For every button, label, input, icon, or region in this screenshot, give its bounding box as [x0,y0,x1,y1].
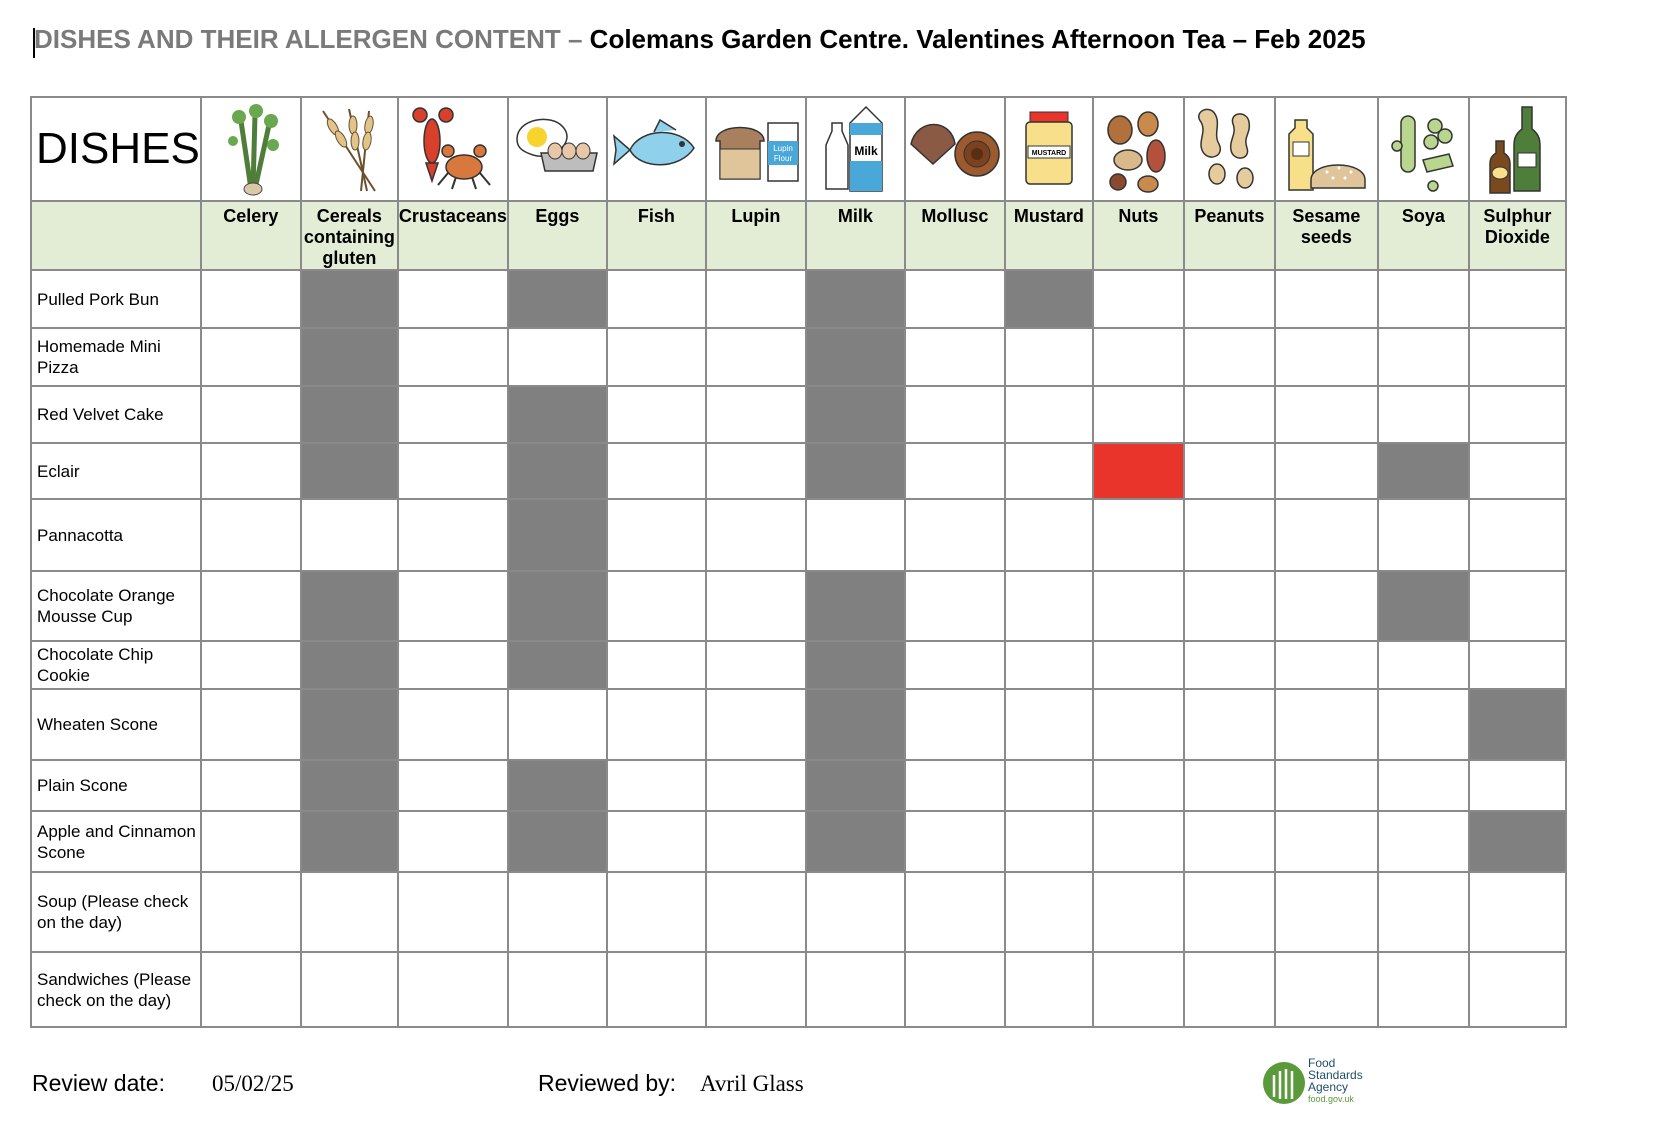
shells-icon [905,97,1005,201]
allergen-cell-mustard [1005,811,1093,872]
allergen-cell-eggs [508,386,607,443]
allergen-cell-nuts [1093,443,1184,499]
table-row [31,571,1566,641]
dish-name: Pannacotta [31,499,201,571]
table-row [31,811,1566,872]
allergen-cell-mustard [1005,872,1093,952]
allergen-cell-sesame-seeds [1275,571,1378,641]
allergen-cell-sulphur-dioxide [1469,499,1566,571]
allergen-cell-peanuts [1184,952,1275,1027]
allergen-cell-peanuts [1184,872,1275,952]
allergen-label: Mollusc [905,201,1005,270]
allergen-cell-peanuts [1184,270,1275,328]
allergen-cell-eggs [508,641,607,689]
allergen-cell-nuts [1093,270,1184,328]
allergen-cell-crustaceans [398,689,508,760]
allergen-cell-mollusc [905,811,1005,872]
allergen-cell-cereals-containing-gluten [301,443,398,499]
allergen-cell-soya [1378,328,1469,386]
allergen-cell-eggs [508,499,607,571]
review-date-value: 05/02/25 [212,1071,294,1096]
allergen-cell-lupin [706,760,806,811]
allergen-table [30,96,1567,1028]
eggs-icon [508,97,607,201]
allergen-cell-eggs [508,443,607,499]
allergen-cell-nuts [1093,641,1184,689]
page-title [34,24,1366,55]
dish-name: Wheaten Scone [31,689,201,760]
allergen-cell-milk [806,641,905,689]
allergen-cell-sesame-seeds [1275,443,1378,499]
allergen-cell-milk [806,811,905,872]
allergen-cell-sesame-seeds [1275,872,1378,952]
allergen-label: Fish [607,201,706,270]
allergen-cell-cereals-containing-gluten [301,328,398,386]
allergen-cell-soya [1378,641,1469,689]
allergen-cell-mustard [1005,443,1093,499]
dish-name: Chocolate Chip Cookie [31,641,201,689]
dish-name: Apple and Cinnamon Scone [31,811,201,872]
allergen-cell-mollusc [905,443,1005,499]
allergen-cell-milk [806,760,905,811]
allergen-cell-soya [1378,499,1469,571]
allergen-cell-eggs [508,689,607,760]
allergen-cell-peanuts [1184,689,1275,760]
allergen-cell-mustard [1005,328,1093,386]
allergen-cell-mustard [1005,571,1093,641]
allergen-label: Lupin [706,201,806,270]
milk-icon [806,97,905,201]
allergen-cell-celery [201,270,301,328]
dish-rows [31,270,1566,1027]
allergen-label: Milk [806,201,905,270]
allergen-cell-lupin [706,641,806,689]
allergen-cell-soya [1378,571,1469,641]
wheat-icon [301,97,398,201]
dishes-header: DISHES [31,97,201,201]
allergen-cell-sesame-seeds [1275,641,1378,689]
label-corner [31,201,201,270]
review-date-label: Review date: [32,1070,165,1096]
nuts-icon [1093,97,1184,201]
allergen-cell-nuts [1093,386,1184,443]
allergen-cell-sulphur-dioxide [1469,811,1566,872]
table-row [31,386,1566,443]
allergen-cell-nuts [1093,328,1184,386]
allergen-cell-sulphur-dioxide [1469,443,1566,499]
allergen-cell-sulphur-dioxide [1469,270,1566,328]
allergen-label: Peanuts [1184,201,1275,270]
dish-name: Sandwiches (Please check on the day) [31,952,201,1027]
allergen-cell-lupin [706,811,806,872]
allergen-cell-milk [806,952,905,1027]
table-row [31,443,1566,499]
svg-text:Agency: Agency [1308,1080,1349,1094]
allergen-cell-celery [201,386,301,443]
allergen-cell-cereals-containing-gluten [301,270,398,328]
allergen-cell-sesame-seeds [1275,952,1378,1027]
allergen-cell-lupin [706,270,806,328]
allergen-label: Soya [1378,201,1469,270]
allergen-cell-cereals-containing-gluten [301,760,398,811]
allergen-cell-sulphur-dioxide [1469,328,1566,386]
allergen-cell-lupin [706,689,806,760]
allergen-cell-crustaceans [398,443,508,499]
allergen-cell-milk [806,270,905,328]
allergen-cell-nuts [1093,811,1184,872]
svg-text:Flour: Flour [773,154,793,163]
table-row [31,641,1566,689]
svg-text:MUSTARD: MUSTARD [1031,150,1067,157]
allergen-cell-mustard [1005,689,1093,760]
dish-name: Eclair [31,443,201,499]
allergen-cell-fish [607,689,706,760]
allergen-cell-eggs [508,952,607,1027]
allergen-label: Crustaceans [398,201,508,270]
svg-text:Food: Food [1308,1057,1336,1070]
allergen-cell-sesame-seeds [1275,386,1378,443]
allergen-cell-lupin [706,952,806,1027]
allergen-cell-eggs [508,811,607,872]
allergen-cell-sesame-seeds [1275,270,1378,328]
allergen-cell-fish [607,760,706,811]
allergen-cell-sesame-seeds [1275,499,1378,571]
allergen-label: Celery [201,201,301,270]
allergen-cell-mustard [1005,386,1093,443]
allergen-cell-crustaceans [398,386,508,443]
allergen-cell-mollusc [905,689,1005,760]
allergen-cell-sesame-seeds [1275,811,1378,872]
wine-beer-icon [1469,97,1566,201]
allergen-cell-mollusc [905,760,1005,811]
allergen-cell-mollusc [905,499,1005,571]
allergen-cell-crustaceans [398,760,508,811]
allergen-cell-nuts [1093,952,1184,1027]
allergen-cell-soya [1378,811,1469,872]
allergen-cell-milk [806,571,905,641]
allergen-cell-sulphur-dioxide [1469,872,1566,952]
allergen-cell-crustaceans [398,641,508,689]
allergen-cell-mollusc [905,571,1005,641]
allergen-cell-soya [1378,952,1469,1027]
title-prefix: DISHES AND THEIR ALLERGEN CONTENT – [34,24,590,54]
allergen-label: Sesame seeds [1275,201,1378,270]
allergen-cell-cereals-containing-gluten [301,872,398,952]
allergen-cell-celery [201,811,301,872]
allergen-cell-soya [1378,760,1469,811]
allergen-cell-lupin [706,328,806,386]
table-row [31,760,1566,811]
allergen-cell-peanuts [1184,386,1275,443]
allergen-cell-crustaceans [398,499,508,571]
allergen-cell-celery [201,641,301,689]
allergen-cell-mollusc [905,641,1005,689]
allergen-cell-sesame-seeds [1275,689,1378,760]
allergen-cell-fish [607,386,706,443]
allergen-cell-mustard [1005,499,1093,571]
allergen-cell-fish [607,443,706,499]
allergen-cell-lupin [706,571,806,641]
allergen-cell-mollusc [905,386,1005,443]
allergen-cell-celery [201,952,301,1027]
allergen-cell-sulphur-dioxide [1469,952,1566,1027]
allergen-cell-crustaceans [398,571,508,641]
allergen-cell-sulphur-dioxide [1469,386,1566,443]
allergen-cell-mollusc [905,872,1005,952]
dish-name: Pulled Pork Bun [31,270,201,328]
allergen-cell-fish [607,270,706,328]
allergen-label: Cereals containing gluten [301,201,398,270]
allergen-cell-nuts [1093,872,1184,952]
allergen-cell-eggs [508,872,607,952]
svg-text:Lupin: Lupin [773,144,793,153]
reviewed-by-value: Avril Glass [700,1071,804,1096]
allergen-cell-cereals-containing-gluten [301,386,398,443]
allergen-cell-fish [607,499,706,571]
peanuts-icon [1184,97,1275,201]
allergen-cell-mustard [1005,952,1093,1027]
allergen-label: Sulphur Dioxide [1469,201,1566,270]
allergen-cell-eggs [508,760,607,811]
allergen-label-row [31,201,1566,270]
allergen-cell-celery [201,499,301,571]
allergen-cell-crustaceans [398,328,508,386]
allergen-cell-celery [201,872,301,952]
allergen-cell-peanuts [1184,328,1275,386]
allergen-cell-nuts [1093,571,1184,641]
table-row [31,872,1566,952]
allergen-cell-milk [806,386,905,443]
allergen-cell-cereals-containing-gluten [301,571,398,641]
table-row [31,689,1566,760]
svg-text:Milk: Milk [854,144,879,158]
mustard-icon [1005,97,1093,201]
allergen-cell-milk [806,328,905,386]
allergen-cell-celery [201,328,301,386]
allergen-cell-sesame-seeds [1275,328,1378,386]
allergen-cell-lupin [706,443,806,499]
table-row [31,270,1566,328]
allergen-cell-peanuts [1184,571,1275,641]
allergen-cell-fish [607,872,706,952]
allergen-cell-cereals-containing-gluten [301,689,398,760]
allergen-cell-mollusc [905,270,1005,328]
allergen-cell-peanuts [1184,499,1275,571]
lupin-flour-icon [706,97,806,201]
allergen-label: Eggs [508,201,607,270]
allergen-cell-soya [1378,386,1469,443]
svg-text:Standards: Standards [1308,1068,1363,1082]
allergen-cell-mollusc [905,952,1005,1027]
allergen-cell-eggs [508,270,607,328]
reviewed-by-label: Reviewed by: [538,1070,677,1096]
allergen-cell-cereals-containing-gluten [301,499,398,571]
allergen-cell-cereals-containing-gluten [301,952,398,1027]
allergen-cell-peanuts [1184,811,1275,872]
allergen-cell-fish [607,571,706,641]
allergen-cell-celery [201,689,301,760]
dish-name: Chocolate Orange Mousse Cup [31,571,201,641]
dish-name: Red Velvet Cake [31,386,201,443]
allergen-cell-crustaceans [398,811,508,872]
allergen-cell-nuts [1093,760,1184,811]
allergen-cell-mollusc [905,328,1005,386]
allergen-cell-mustard [1005,641,1093,689]
fish-icon [607,97,706,201]
allergen-cell-milk [806,443,905,499]
sesame-icon [1275,97,1378,201]
allergen-cell-nuts [1093,499,1184,571]
allergen-cell-mustard [1005,270,1093,328]
allergen-cell-soya [1378,689,1469,760]
lobster-crab-icon [398,97,508,201]
allergen-cell-fish [607,641,706,689]
allergen-cell-milk [806,872,905,952]
allergen-cell-eggs [508,571,607,641]
allergen-cell-cereals-containing-gluten [301,811,398,872]
allergen-cell-celery [201,571,301,641]
dish-name: Homemade Mini Pizza [31,328,201,386]
icon-row [31,97,1566,201]
allergen-cell-soya [1378,270,1469,328]
allergen-cell-celery [201,443,301,499]
allergen-cell-crustaceans [398,872,508,952]
svg-text:food.gov.uk: food.gov.uk [1308,1094,1354,1104]
allergen-label: Nuts [1093,201,1184,270]
allergen-cell-nuts [1093,689,1184,760]
allergen-cell-sulphur-dioxide [1469,641,1566,689]
allergen-cell-milk [806,689,905,760]
allergen-cell-crustaceans [398,952,508,1027]
allergen-cell-mustard [1005,760,1093,811]
allergen-cell-lupin [706,872,806,952]
allergen-cell-lupin [706,386,806,443]
allergen-cell-sulphur-dioxide [1469,760,1566,811]
allergen-cell-milk [806,499,905,571]
table-row [31,952,1566,1027]
dish-name: Soup (Please check on the day) [31,872,201,952]
allergen-cell-peanuts [1184,641,1275,689]
table-row [31,499,1566,571]
allergen-cell-celery [201,760,301,811]
dish-name: Plain Scone [31,760,201,811]
title-main: Colemans Garden Centre. Valentines Afternoon Tea – Feb 2025 [589,24,1366,54]
allergen-cell-sulphur-dioxide [1469,689,1566,760]
allergen-label: Mustard [1005,201,1093,270]
food-standards-agency-logo [1262,1057,1372,1113]
celery-icon [201,97,301,201]
table-row [31,328,1566,386]
allergen-cell-fish [607,811,706,872]
allergen-cell-fish [607,328,706,386]
allergen-cell-fish [607,952,706,1027]
allergen-cell-lupin [706,499,806,571]
soya-icon [1378,97,1469,201]
allergen-cell-sulphur-dioxide [1469,571,1566,641]
allergen-cell-eggs [508,328,607,386]
allergen-cell-peanuts [1184,443,1275,499]
allergen-cell-sesame-seeds [1275,760,1378,811]
allergen-cell-peanuts [1184,760,1275,811]
allergen-cell-cereals-containing-gluten [301,641,398,689]
allergen-cell-soya [1378,443,1469,499]
allergen-cell-crustaceans [398,270,508,328]
allergen-cell-soya [1378,872,1469,952]
